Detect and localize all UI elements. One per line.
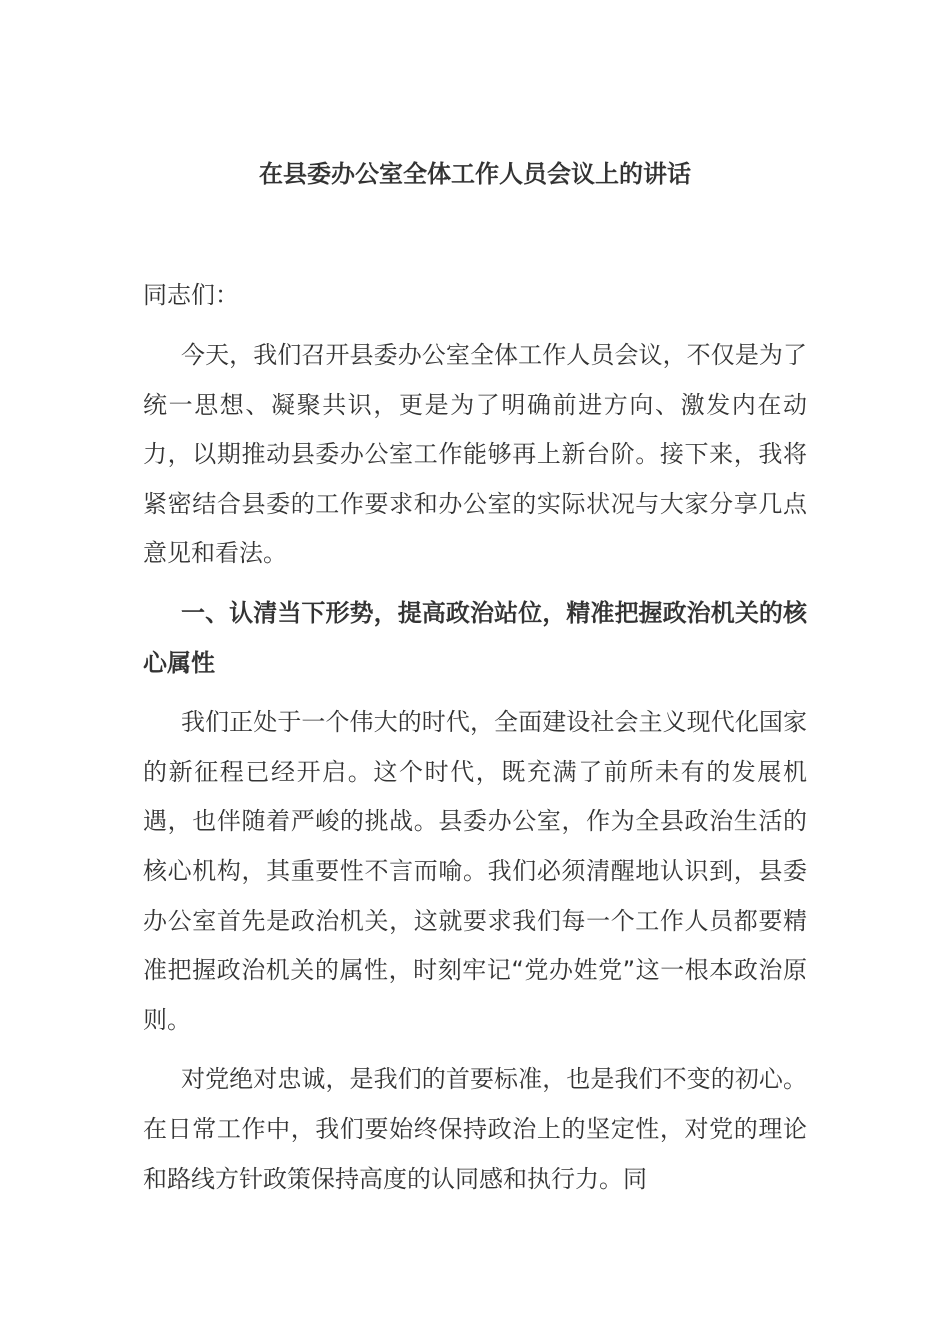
salutation: 同志们： bbox=[143, 281, 239, 309]
document-body bbox=[143, 273, 807, 1214]
paragraph-situation: 我们正处于一个伟大的时代，全面建设社会主义现代化国家的新征程已经开启。这个时代，既充满了前所未有的发展机遇，也伴随着严峻的挑战。县委办公室，作为全县政治生活的核心机构，其重要性不言而喻。我们必须清醒地认识到，县委办公室首先是政治机关，这就要求我们每一个工作人员都要精准把握政治机关的属性，时刻牢记“党办姓党”这一根本政治原则。 bbox=[143, 708, 807, 1034]
document-title: 在县委办公室全体工作人员会议上的讲话 bbox=[259, 160, 691, 188]
section-heading-1: 一、认清当下形势，提高政治站位，精准把握政治机关的核心属性 bbox=[143, 598, 807, 677]
paragraph-intro: 今天，我们召开县委办公室全体工作人员会议，不仅是为了统一思想、凝聚共识，更是为了明确前进方向、激发内在动力，以期推动县委办公室工作能够再上新台阶。接下来，我将紧密结合县委的工作要求和办公室的实际状况与大家分享几点意见和看法。 bbox=[143, 341, 807, 568]
paragraph-loyalty: 对党绝对忠诚，是我们的首要标准，也是我们不变的初心。在日常工作中，我们要始终保持政治上的坚定性，对党的理论和路线方针政策保持高度的认同感和执行力。同 bbox=[143, 1065, 807, 1193]
